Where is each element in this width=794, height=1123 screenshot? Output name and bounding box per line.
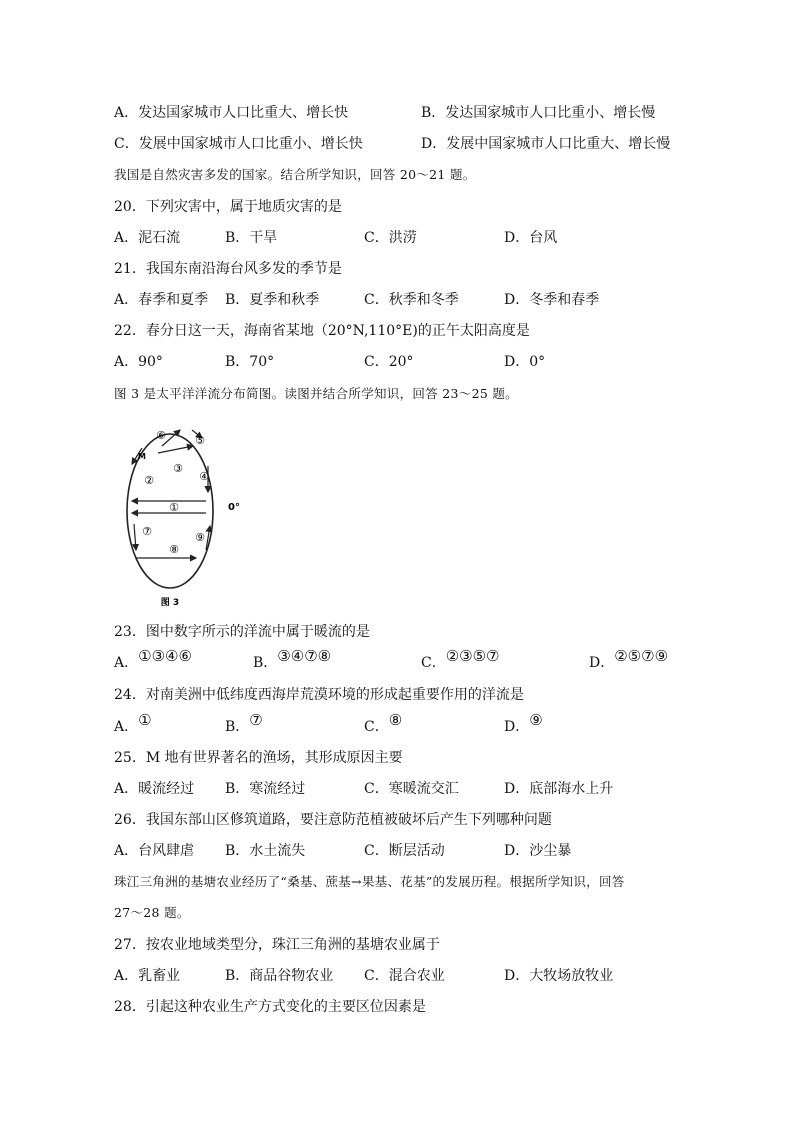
q26-option-c: C．断层活动: [364, 843, 445, 859]
current-label-2: ②: [144, 474, 154, 487]
q22-option-a: A．90°: [114, 354, 163, 370]
prev-option-b: B．发达国家城市人口比重小、增长慢: [421, 105, 656, 121]
pacific-currents-figure: [118, 418, 253, 613]
intro-20-21: 我国是自然灾害多发的国家。结合所学知识，回答 20～21 题。: [114, 167, 476, 182]
q25-stem: 25．M 地有世界著名的渔场，其形成原因主要: [114, 750, 403, 766]
current-label-8: ⑧: [169, 543, 179, 556]
q21-option-b: B．夏季和秋季: [225, 292, 320, 308]
current-label-9: ⑨: [195, 531, 205, 544]
current-arrow-7: [134, 524, 136, 550]
intro-27-28-line1: 珠江三角洲的基塘农业经历了“桑基、蔗基→果基、花基”的发展历程。根据所学知识，回答: [114, 874, 625, 889]
q26-option-a: A．台风肆虐: [114, 843, 195, 859]
q22-option-c: C．20°: [364, 354, 414, 370]
q25-option-d: D．底部海水上升: [504, 781, 614, 797]
q23-option-d-value: ②⑤⑦⑨: [614, 647, 669, 665]
equator-label: 0°: [228, 502, 240, 513]
q26-option-d: D．沙尘暴: [504, 843, 572, 859]
q24-option-a-letter: A．: [114, 719, 139, 735]
intro-27-28-line2: 27～28 题。: [114, 905, 190, 920]
prev-option-a: A．发达国家城市人口比重大、增长快: [114, 105, 349, 121]
q23-stem: 23．图中数字所示的洋流中属于暖流的是: [114, 624, 370, 640]
q24-option-c: [364, 711, 403, 737]
intro-23-25: 图 3 是太平洋洋流分布简图。读图并结合所学知识，回答 23～25 题。: [114, 386, 518, 401]
current-arrow-3: [158, 446, 193, 453]
q23-option-b: [253, 647, 332, 673]
q20-stem: 20．下列灾害中，属于地质灾害的是: [114, 199, 342, 215]
current-label-1: ①: [169, 501, 179, 514]
q27-option-d: D．大牧场放牧业: [504, 968, 614, 984]
q23-option-a-letter: A．: [114, 655, 139, 671]
q24-option-c-letter: C．: [364, 719, 389, 735]
q27-option-c: C．混合农业: [364, 968, 445, 984]
figure-caption: 图 3: [160, 598, 180, 608]
q21-stem: 21．我国东南沿海台风多发的季节是: [114, 261, 342, 277]
q23-option-c-letter: C．: [421, 655, 446, 671]
q22-option-d: D．0°: [504, 354, 546, 370]
q26-option-b: B．水土流失: [225, 843, 306, 859]
q23-option-c-value: ②③⑤⑦: [445, 647, 500, 665]
q24-option-a: [114, 711, 152, 737]
current-label-5: ⑤: [195, 434, 205, 447]
q20-option-b: B．干旱: [225, 230, 278, 246]
q22-option-b: B．70°: [225, 354, 275, 370]
q20-option-c: C．洪涝: [364, 230, 417, 246]
q28-stem: 28．引起这种农业生产方式变化的主要区位因素是: [114, 999, 426, 1015]
prev-option-c: C．发展中国家城市人口比重小、增长快: [114, 136, 363, 152]
q24-option-c-value: ⑧: [388, 711, 403, 729]
current-label-6: ⑥: [156, 429, 166, 442]
current-label-4: ④: [199, 470, 209, 483]
q24-option-d: [504, 711, 543, 737]
q20-option-a: A．泥石流: [114, 230, 181, 246]
q23-option-c: [421, 647, 500, 673]
q24-option-b: [225, 711, 263, 737]
m-label: M: [138, 452, 146, 461]
q21-option-c: C．秋季和冬季: [364, 292, 459, 308]
q27-option-b: B．商品谷物农业: [225, 968, 334, 984]
q23-option-a: [114, 647, 192, 673]
q25-option-a: A．暖流经过: [114, 781, 195, 797]
q25-option-b: B．寒流经过: [225, 781, 306, 797]
q24-option-d-letter: D．: [504, 719, 530, 735]
q26-stem: 26．我国东部山区修筑道路，要注意防范植被破坏后产生下列哪种问题: [114, 812, 552, 828]
current-label-3: ③: [173, 462, 183, 475]
q21-option-d: D．冬季和春季: [504, 292, 600, 308]
q25-option-c: C．寒暖流交汇: [364, 781, 459, 797]
current-label-7: ⑦: [142, 525, 152, 538]
q21-option-a: A．春季和夏季: [114, 292, 209, 308]
q27-stem: 27．按农业地域类型分，珠江三角洲的基塘农业属于: [114, 937, 440, 953]
q23-option-b-letter: B．: [253, 655, 278, 671]
q20-option-d: D．台风: [504, 230, 558, 246]
q24-option-b-value: ⑦: [249, 711, 263, 729]
q24-option-a-value: ①: [138, 711, 152, 729]
q24-stem: 24．对南美洲中低纬度西海岸荒漠环境的形成起重要作用的洋流是: [114, 687, 524, 703]
q23-option-d: [589, 647, 669, 673]
q22-stem: 22．春分日这一天，海南省某地（20°N,110°E)的正午太阳高度是: [114, 323, 530, 339]
q23-option-d-letter: D．: [589, 655, 615, 671]
q24-option-b-letter: B．: [225, 719, 250, 735]
q24-option-d-value: ⑨: [529, 711, 543, 729]
q27-option-a: A．乳畜业: [114, 968, 181, 984]
q23-option-b-value: ③④⑦⑧: [277, 647, 332, 665]
prev-option-d: D．发展中国家城市人口比重大、增长慢: [421, 136, 671, 152]
q23-option-a-value: ①③④⑥: [138, 647, 192, 665]
